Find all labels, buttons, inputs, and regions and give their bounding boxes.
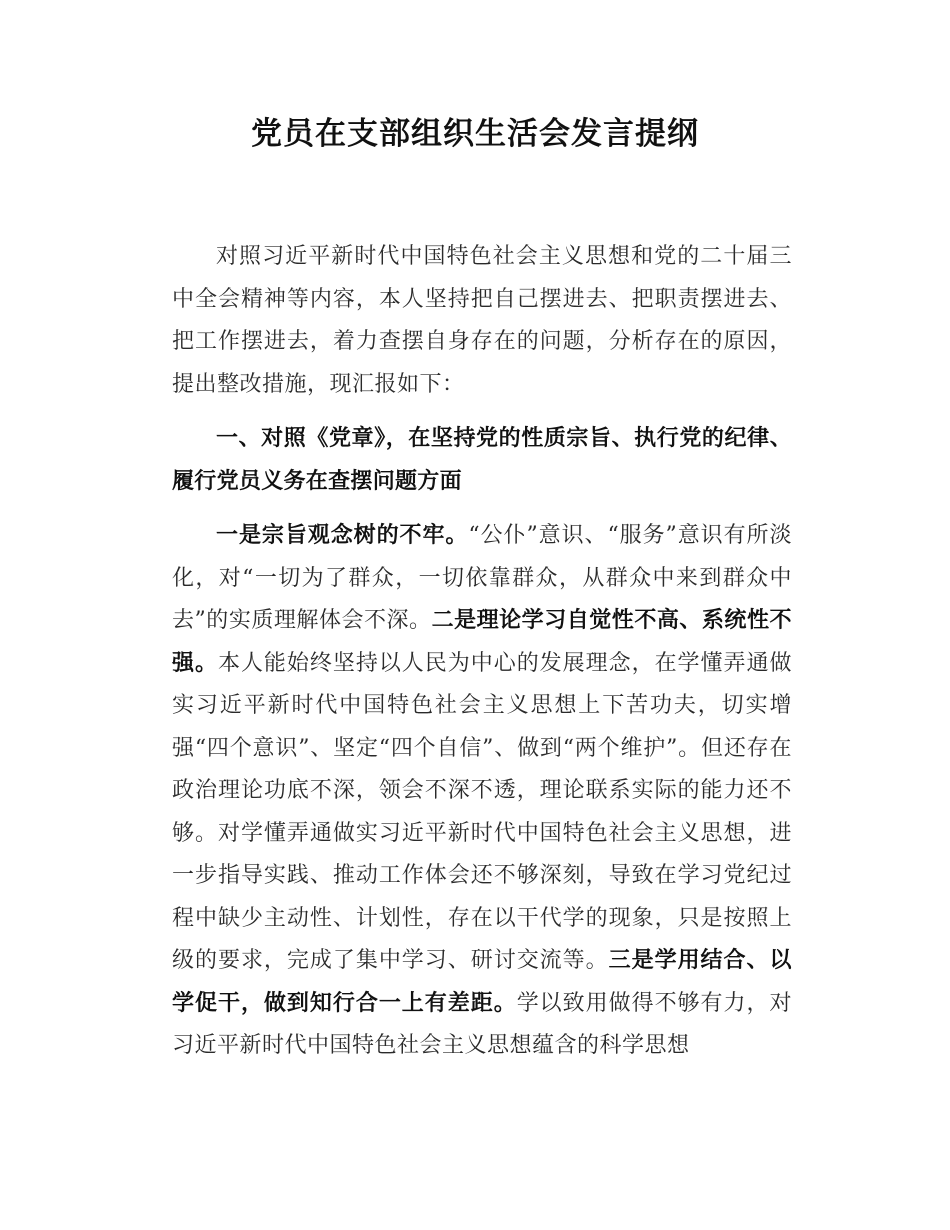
document-body <box>172 236 792 1080</box>
point-text: “公仆”意识、“服务”意识有所淡化，对“一切为了群众，一切依靠群众，从群众中来到群众中去”的实质理解体会不深。 <box>172 523 792 633</box>
point-title: 二是理论学习自觉性不高、系统性不强。 <box>172 608 792 676</box>
point-title: 三是学用结合、以学促干，做到知行合一上有差距。 <box>172 948 792 1016</box>
document-title: 党员在支部组织生活会发言提纲 <box>251 116 699 152</box>
point-text: 学以致用做得不够有力，对习近平新时代中国特色社会主义思想蕴含的科学思想 <box>172 990 792 1058</box>
point-title: 一是宗旨观念树的不牢。 <box>216 523 469 548</box>
section-heading: 一、对照《党章》，在坚持党的性质宗旨、执行党的纪律、履行党员义务在查摆问题方面 <box>172 426 792 494</box>
intro-paragraph: 对照习近平新时代中国特色社会主义思想和党的二十届三中全会精神等内容，本人坚持把自己摆进去、把职责摆进去、把工作摆进去，着力查摆自身存在的问题，分析存在的原因，提出整改措施，现汇报如下： <box>172 244 792 397</box>
point-text: 本人能始终坚持以人民为中心的发展理念，在学懂弄通做实习近平新时代中国特色社会主义思想上下苦功夫，切实增强“四个意识”、坚定“四个自信”、做到“两个维护”。但还存在政治理论功底不深，领会不深不透，理论联系实际的能力还不够。对学懂弄通做实习近平新时代中国特色社会主义思想，进一步指导实践、推动工作体会还不够深刻，导致在学习党纪过程中缺少主动性、计划性，存在以干代学的现象，只是按照上级的要求，完成了集中学习、研讨交流等。 <box>172 650 792 973</box>
section-paragraph <box>172 515 792 1068</box>
